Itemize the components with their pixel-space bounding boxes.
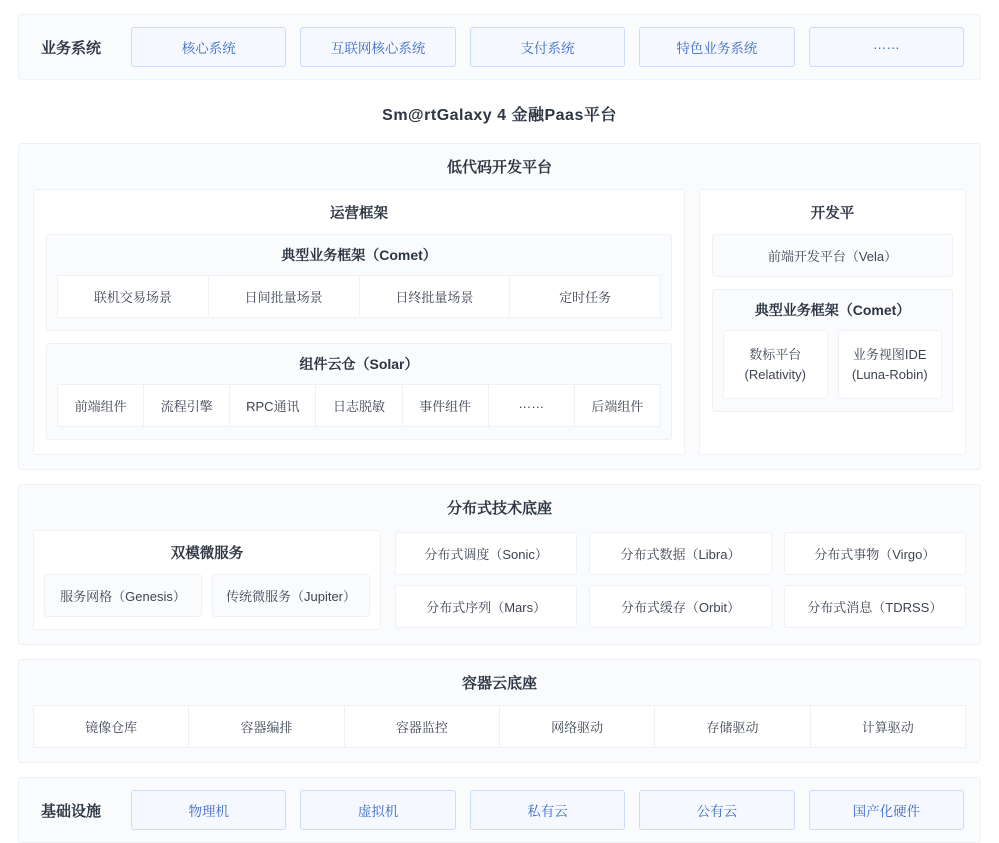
distributed-section-title: 分布式技术底座 <box>446 500 552 517</box>
infrastructure-title: 基础设施 <box>41 802 102 820</box>
container-cloud-item-1[interactable]: 容器编排 <box>188 705 344 748</box>
infrastructure-item-1[interactable]: 虚拟机 <box>300 790 455 830</box>
typical-business-item-0[interactable]: 联机交易场景 <box>57 275 209 318</box>
business-system-band <box>18 14 981 80</box>
dual-mode-microservice-items <box>44 574 370 617</box>
dual-mode-microservice-panel <box>33 530 381 630</box>
component-cloud-title: 组件云仓（Solar） <box>299 356 419 372</box>
typical-business-item-3[interactable]: 定时任务 <box>509 275 661 318</box>
infrastructure-band <box>18 777 981 843</box>
component-cloud-item-0[interactable]: 前端组件 <box>57 384 144 427</box>
component-cloud-item-1[interactable]: 流程引擎 <box>143 384 230 427</box>
dev-typical-business-title: 典型业务框架（Comet） <box>754 302 911 318</box>
operation-framework-title: 运营框架 <box>330 206 388 222</box>
container-cloud-title: 容器云底座 <box>461 675 537 692</box>
component-cloud-item-2[interactable]: RPC通讯 <box>229 384 316 427</box>
distributed-item-0-0[interactable]: 分布式调度（Sonic） <box>395 532 577 575</box>
dual-mode-item-1[interactable]: 传统微服务（Jupiter） <box>212 574 370 617</box>
dev-typical-business-panel <box>712 289 953 412</box>
dev-typical-business-item-1-line1: 业务视图IDE <box>852 347 927 362</box>
dev-typical-business-item-0[interactable] <box>723 330 828 399</box>
infrastructure-item-3[interactable]: 公有云 <box>639 790 794 830</box>
infrastructure-item-2[interactable]: 私有云 <box>470 790 625 830</box>
dual-mode-item-0[interactable]: 服务网格（Genesis） <box>44 574 202 617</box>
component-cloud-panel <box>46 343 672 440</box>
distributed-item-1-1[interactable]: 分布式缓存（Orbit） <box>589 585 771 628</box>
front-end-dev-platform-item[interactable]: 前端开发平台（Vela） <box>712 234 953 277</box>
dev-typical-business-item-1-line2: (Luna-Robin) <box>851 366 928 382</box>
container-cloud-item-2[interactable]: 容器监控 <box>344 705 500 748</box>
business-system-item-4[interactable]: …… <box>809 27 964 67</box>
infrastructure-item-4[interactable]: 国产化硬件 <box>809 790 964 830</box>
operation-framework-panel <box>33 189 685 455</box>
business-system-item-0[interactable]: 核心系统 <box>131 27 286 67</box>
distributed-body <box>33 530 966 630</box>
dev-typical-business-items <box>723 330 942 399</box>
lowcode-body <box>33 189 966 455</box>
container-cloud-item-0[interactable]: 镜像仓库 <box>33 705 189 748</box>
container-cloud-items <box>33 705 966 748</box>
dev-typical-business-item-0-line1: 数标平台 <box>749 347 802 362</box>
platform-title: Sm@rtGalaxy 4 金融Paas平台 <box>382 107 617 124</box>
business-system-items <box>131 27 964 67</box>
distributed-grid <box>395 530 966 630</box>
distributed-item-0-2[interactable]: 分布式事物（Virgo） <box>784 532 966 575</box>
typical-business-item-2[interactable]: 日终批量场景 <box>359 275 511 318</box>
lowcode-section-title: 低代码开发平台 <box>446 159 552 176</box>
dev-platform-panel <box>699 189 966 455</box>
distributed-row-2 <box>395 585 966 628</box>
business-system-title: 业务系统 <box>41 39 102 57</box>
dev-typical-business-item-0-line2: (Relativity) <box>744 366 806 382</box>
infrastructure-items <box>131 790 964 830</box>
distributed-section <box>18 484 981 645</box>
component-cloud-items <box>57 384 661 427</box>
distributed-item-1-2[interactable]: 分布式消息（TDRSS） <box>784 585 966 628</box>
dev-platform-title: 开发平 <box>810 206 855 222</box>
container-cloud-item-3[interactable]: 网络驱动 <box>499 705 655 748</box>
typical-business-framework-panel <box>46 234 672 331</box>
infrastructure-item-0[interactable]: 物理机 <box>131 790 286 830</box>
business-system-item-3[interactable]: 特色业务系统 <box>639 27 794 67</box>
typical-business-framework-title: 典型业务框架（Comet） <box>281 247 437 263</box>
distributed-row-1 <box>395 532 966 575</box>
dual-mode-microservice-title: 双模微服务 <box>170 546 244 562</box>
dev-typical-business-item-1[interactable] <box>838 330 943 399</box>
distributed-item-0-1[interactable]: 分布式数据（Libra） <box>589 532 771 575</box>
component-cloud-item-5[interactable]: …… <box>488 384 575 427</box>
business-system-item-1[interactable]: 互联网核心系统 <box>300 27 455 67</box>
typical-business-framework-items <box>57 275 661 318</box>
component-cloud-item-6[interactable]: 后端组件 <box>574 384 661 427</box>
container-cloud-item-5[interactable]: 计算驱动 <box>810 705 966 748</box>
component-cloud-item-3[interactable]: 日志脱敏 <box>315 384 402 427</box>
lowcode-section <box>18 143 981 470</box>
typical-business-item-1[interactable]: 日间批量场景 <box>208 275 360 318</box>
container-cloud-item-4[interactable]: 存储驱动 <box>654 705 810 748</box>
component-cloud-item-4[interactable]: 事件组件 <box>402 384 489 427</box>
container-cloud-section <box>18 659 981 763</box>
distributed-item-1-0[interactable]: 分布式序列（Mars） <box>395 585 577 628</box>
business-system-item-2[interactable]: 支付系统 <box>470 27 625 67</box>
